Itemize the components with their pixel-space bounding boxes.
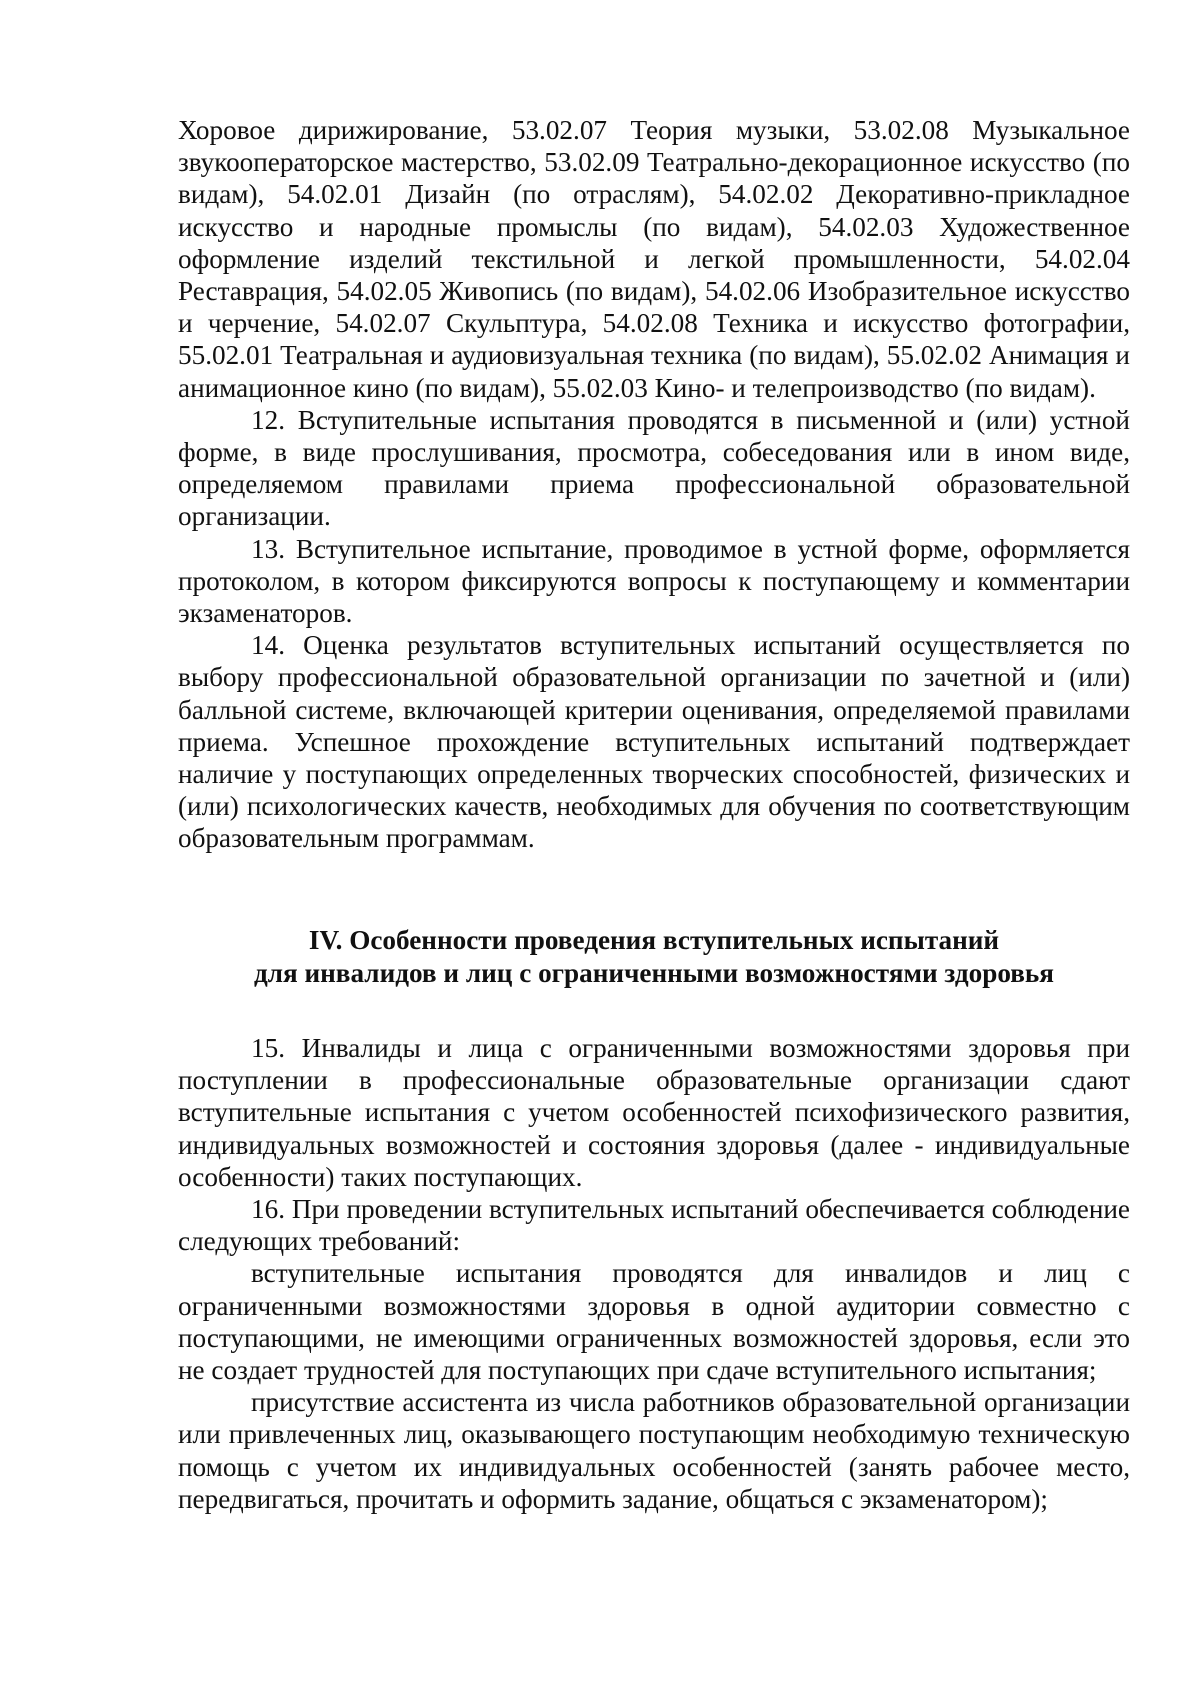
paragraph-specialties-continued: Хоровое дирижирование, 53.02.07 Теория музыки, 53.02.08 Музыкальное звукооператорское мастерство, 53.02.09 Театрально-декорационное искусство (по видам), 54.02.01 Дизайн (по отраслям), 54.02.02 Декоративно-прикладное искусство и народные промыслы (по видам), 54.02.03 Художественное оформление изделий текстильной и легкой промышленности, 54.02.04 Реставрация, 54.02.05 Живопись (по видам), 54.02.06 Изобразительное искусство и черчение, 54.02.07 Скульптура, 54.02.08 Техника и искусство фотографии, 55.02.01 Театральная и аудиовизуальная техника (по видам), 55.02.02 Анимация и анимационное кино (по видам), 55.02.03 Кино- и телепроизводство (по видам). bbox=[178, 115, 1130, 403]
requirement-item-joint-auditorium: вступительные испытания проводятся для инвалидов и лиц с ограниченными возможностями здоровья в одной аудитории совместно с поступающими, не имеющими ограниченных возможностей здоровья, если это не создает трудностей для поступающих при сдаче вступительного испытания; bbox=[178, 1258, 1130, 1386]
paragraph-13: 13. Вступительное испытание, проводимое в устной форме, оформляется протоколом, в котором фиксируются вопросы к поступающему и комментарии экзаменаторов. bbox=[178, 533, 1130, 629]
section-heading-line-2: для инвалидов и лиц с ограниченными возможностями здоровья bbox=[253, 958, 1055, 988]
paragraph-16: 16. При проведении вступительных испытаний обеспечивается соблюдение следующих требований: bbox=[178, 1194, 1130, 1257]
section-heading-line-1: IV. Особенности проведения вступительных испытаний bbox=[308, 925, 1000, 955]
bottom-text-section bbox=[178, 1032, 1130, 1515]
requirement-item-assistant: присутствие ассистента из числа работников образовательной организации или привлеченных лиц, оказывающего поступающим необходимую техническую помощь с учетом их индивидуальных особенностей (занять рабочее место, передвигаться, прочитать и оформить задание, общаться с экзаменатором); bbox=[178, 1387, 1130, 1514]
section-heading bbox=[178, 924, 1130, 990]
paragraph-14: 14. Оценка результатов вступительных испытаний осуществляется по выбору профессиональной образовательной организации по зачетной и (или) балльной системе, включающей критерии оценивания, определяемой правилами приема. Успешное прохождение вступительных испытаний подтверждает наличие у поступающих определенных творческих способностей, физических и (или) психологических качеств, необходимых для обучения по соответствующим образовательным программам. bbox=[178, 630, 1130, 854]
paragraph-12: 12. Вступительные испытания проводятся в письменной и (или) устной форме, в виде прослушивания, просмотра, собеседования или в ином виде, определяемом правилами приема профессиональной образовательной организации. bbox=[178, 404, 1130, 532]
paragraph-15: 15. Инвалиды и лица с ограниченными возможностями здоровья при поступлении в профессиональные образовательные организации сдают вступительные испытания с учетом особенностей психофизического развития, индивидуальных возможностей и состояния здоровья (далее - индивидуальные особенности) таких поступающих. bbox=[178, 1033, 1130, 1192]
top-text-section bbox=[178, 114, 1130, 855]
